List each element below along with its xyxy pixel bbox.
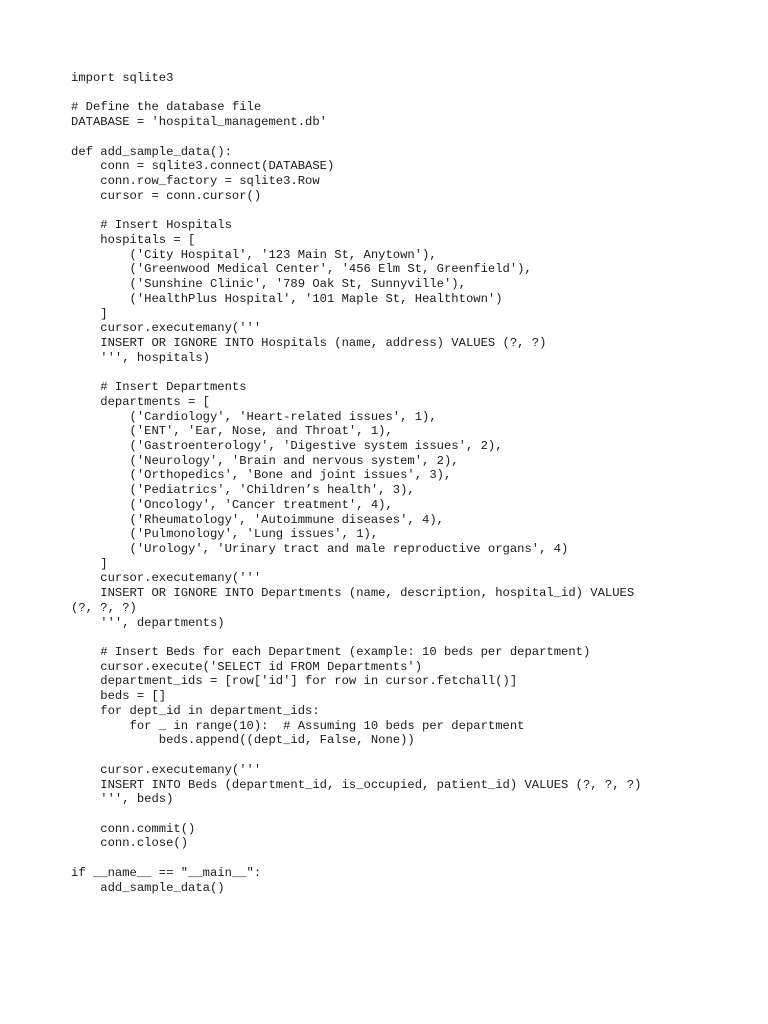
code-line — [71, 86, 711, 101]
code-line: beds = [] — [71, 689, 167, 704]
code-line: ('Urology', 'Urinary tract and male reproductive organs', 4) — [71, 542, 569, 556]
code-line: ('Neurology', 'Brain and nervous system', 2), — [71, 453, 459, 468]
code-line: cursor.execute('SELECT id FROM Departments') — [71, 659, 423, 674]
code-line: ('City Hospital', '123 Main St, Anytown'), — [71, 247, 437, 262]
code-line: cursor.executemany(''' — [71, 571, 262, 586]
code-line: ('Gastroenterology', 'Digestive system issues', 2), — [71, 438, 503, 453]
code-line: conn.commit() — [71, 821, 196, 836]
code-line: departments = [ — [71, 394, 210, 409]
code-line: ] — [71, 556, 108, 571]
code-line: ('Rheumatology', 'Autoimmune diseases', 4), — [71, 512, 444, 527]
code-line: # Insert Hospitals — [71, 218, 232, 233]
code-line: (?, ?, ?) — [71, 600, 137, 615]
code-line — [71, 365, 711, 380]
code-line: add_sample_data() — [71, 880, 225, 895]
code-line: ('Sunshine Clinic', '789 Oak St, Sunnyville'), — [71, 277, 466, 292]
code-line: ''', departments) — [71, 615, 225, 630]
code-line: conn = sqlite3.connect(DATABASE) — [71, 159, 335, 174]
code-line: ] — [71, 306, 108, 321]
code-line: conn.close() — [71, 836, 189, 851]
code-line: beds.append((dept_id, False, None)) — [71, 733, 415, 748]
code-line: ('Pulmonology', 'Lung issues', 1), — [71, 527, 379, 542]
code-line — [71, 851, 711, 866]
code-line: # Insert Beds for each Department (example: 10 beds per department) — [71, 645, 591, 660]
code-line: hospitals = [ — [71, 232, 196, 247]
code-line: DATABASE = 'hospital_management.db' — [71, 115, 327, 130]
code-line — [71, 807, 711, 822]
code-line — [71, 130, 711, 145]
code-line: ('Oncology', 'Cancer treatment', 4), — [71, 497, 393, 512]
code-line: cursor = conn.cursor() — [71, 188, 262, 203]
code-line: ('Cardiology', 'Heart-related issues', 1), — [71, 409, 437, 424]
code-line: ('Pediatrics', 'Children’s health', 3), — [71, 483, 415, 498]
code-line: ''', hospitals) — [71, 350, 210, 365]
code-line: ('Greenwood Medical Center', '456 Elm St, Greenfield'), — [71, 262, 532, 277]
code-line: for _ in range(10): # Assuming 10 beds per department — [71, 718, 525, 733]
code-line: # Define the database file — [71, 100, 262, 115]
code-line: for dept_id in department_ids: — [71, 703, 320, 718]
code-line — [71, 630, 711, 645]
code-line: if __name__ == "__main__": — [71, 865, 262, 880]
code-line — [71, 748, 711, 763]
code-line: ('ENT', 'Ear, Nose, and Throat', 1), — [71, 424, 393, 439]
code-line: ('HealthPlus Hospital', '101 Maple St, Healthtown') — [71, 291, 503, 306]
code-line: cursor.executemany(''' — [71, 762, 262, 777]
code-line: INSERT OR IGNORE INTO Departments (name, description, hospital_id) VALUES — [71, 586, 635, 601]
code-block — [71, 71, 711, 895]
code-line: import sqlite3 — [71, 71, 174, 85]
code-line: def add_sample_data(): — [71, 144, 232, 159]
code-line — [71, 203, 711, 218]
code-line: cursor.executemany(''' — [71, 321, 262, 336]
code-line: conn.row_factory = sqlite3.Row — [71, 174, 320, 189]
code-line: ''', beds) — [71, 792, 174, 807]
code-line: # Insert Departments — [71, 380, 247, 395]
code-line: INSERT INTO Beds (department_id, is_occupied, patient_id) VALUES (?, ?, ?) — [71, 777, 642, 792]
code-line: INSERT OR IGNORE INTO Hospitals (name, address) VALUES (?, ?) — [71, 335, 547, 350]
code-line: ('Orthopedics', 'Bone and joint issues', 3), — [71, 468, 452, 483]
code-line: department_ids = [row['id'] for row in cursor.fetchall()] — [71, 674, 518, 689]
